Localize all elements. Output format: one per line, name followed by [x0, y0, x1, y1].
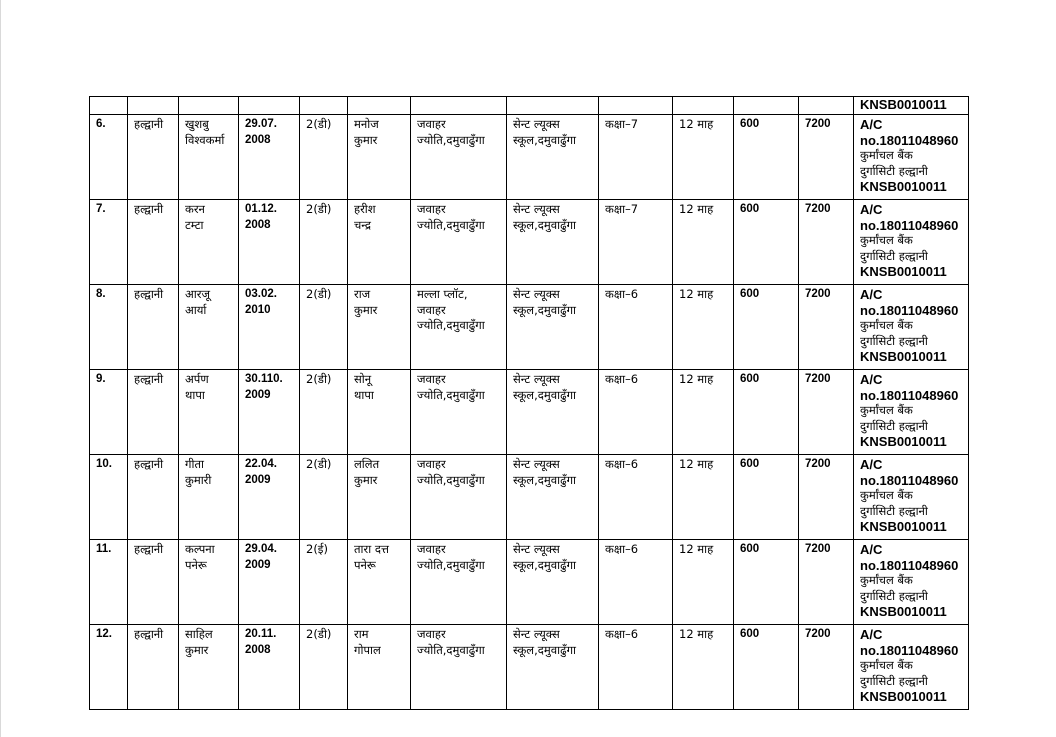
duration: 12 माह	[673, 285, 734, 370]
table-row	[90, 200, 969, 285]
date-of-birth-line: 29.04.	[245, 543, 277, 555]
date-of-birth-line: 2009	[245, 388, 271, 401]
address-line: जवाहर	[417, 372, 446, 386]
bank-branch: दुर्गासिटी हल्द्वानी	[860, 418, 928, 433]
student-name-line: खुशबु	[185, 117, 209, 131]
date-of-birth	[239, 285, 300, 370]
date-of-birth-line: 2008	[245, 218, 271, 231]
school-line: स्कूल,दमुवाढुँगा	[513, 387, 577, 402]
date-of-birth	[239, 455, 300, 540]
bank-account-number: no.18011048960	[860, 302, 959, 318]
serial-number: 7.	[90, 200, 128, 285]
monthly-amount: 600	[734, 455, 799, 540]
student-name-line: थापा	[185, 387, 205, 402]
serial-number: 6.	[90, 115, 128, 200]
monthly-amount: 600	[734, 540, 799, 625]
bank-branch: दुर्गासिटी हल्द्वानी	[860, 248, 928, 263]
address	[411, 540, 507, 625]
date-of-birth-line: 2009	[245, 473, 271, 486]
category: 2(डी)	[300, 370, 348, 455]
parent-name	[348, 540, 411, 625]
duration: 12 माह	[673, 115, 734, 200]
school	[507, 115, 599, 200]
student-name-line: साहिल	[185, 627, 213, 641]
total-amount: 7200	[799, 455, 854, 540]
bank-branch: दुर्गासिटी हल्द्वानी	[860, 503, 928, 518]
date-of-birth-line: 01.12.	[245, 203, 277, 215]
serial-number: 12.	[90, 625, 128, 710]
monthly-amount: 600	[734, 625, 799, 710]
bank-ifsc: KNSB0010011	[860, 434, 947, 449]
bank-name: कुर्मांचल बैंक	[860, 318, 913, 332]
address-line: मल्ला प्लॉट,	[417, 287, 468, 301]
category: 2(डी)	[300, 200, 348, 285]
student-name-line: आर्या	[185, 302, 207, 317]
school	[507, 455, 599, 540]
student-name	[179, 200, 239, 285]
student-name	[179, 625, 239, 710]
place: हल्द्वानी	[128, 285, 179, 370]
bank-name: कुर्मांचल बैंक	[860, 573, 913, 587]
bank-details	[854, 540, 969, 625]
class: कक्षा–6	[599, 370, 673, 455]
place: हल्द्वानी	[128, 540, 179, 625]
date-of-birth-line: 30.110.	[245, 373, 283, 385]
parent-name-line: कुमार	[354, 302, 378, 317]
parent-name-line: कुमार	[354, 472, 378, 487]
place: हल्द्वानी	[128, 200, 179, 285]
student-name-line: कुमार	[185, 642, 209, 657]
address-line: ज्योति,दमुवाढुँगा	[417, 557, 485, 572]
class: कक्षा–6	[599, 625, 673, 710]
bank-branch: दुर्गासिटी हल्द्वानी	[860, 333, 928, 348]
student-name-line: अर्पण	[185, 372, 209, 386]
address-line: जवाहर	[417, 542, 446, 556]
student-name-line: कल्पना	[185, 542, 215, 556]
parent-name-line: तारा दत्त	[354, 542, 389, 556]
duration: 12 माह	[673, 455, 734, 540]
parent-name	[348, 115, 411, 200]
student-name-line: आरजू	[185, 287, 210, 301]
parent-name-line: मनोज	[354, 117, 379, 131]
date-of-birth-line: 03.02.	[245, 288, 277, 300]
address	[411, 455, 507, 540]
table-row	[90, 115, 969, 200]
date-of-birth-line: 20.11.	[245, 628, 277, 640]
bank-name: कुर्मांचल बैंक	[860, 233, 913, 247]
school	[507, 285, 599, 370]
bank-account-number: no.18011048960	[860, 642, 959, 658]
continued-row	[90, 97, 969, 115]
parent-name	[348, 200, 411, 285]
bank-account-number: no.18011048960	[860, 557, 959, 573]
bank-ifsc: KNSB0010011	[860, 264, 947, 279]
place: हल्द्वानी	[128, 625, 179, 710]
parent-name-line: पनेरू	[354, 557, 376, 572]
address	[411, 370, 507, 455]
date-of-birth-line: 2008	[245, 643, 271, 656]
class: कक्षा–6	[599, 455, 673, 540]
address-line: ज्योति,दमुवाढुँगा	[417, 318, 485, 332]
date-of-birth	[239, 115, 300, 200]
bank-details	[854, 115, 969, 200]
school-line: स्कूल,दमुवाढुँगा	[513, 642, 577, 657]
student-name-line: विश्वकर्मा	[185, 132, 225, 147]
duration: 12 माह	[673, 370, 734, 455]
monthly-amount: 600	[734, 115, 799, 200]
bank-branch: दुर्गासिटी हल्द्वानी	[860, 673, 928, 688]
school-line: सेन्ट ल्यूक्स	[513, 287, 560, 301]
student-name	[179, 115, 239, 200]
date-of-birth	[239, 200, 300, 285]
bank-account-number: no.18011048960	[860, 217, 959, 233]
bank-details	[854, 285, 969, 370]
student-name	[179, 370, 239, 455]
student-name	[179, 455, 239, 540]
address-line: ज्योति,दमुवाढुँगा	[417, 217, 485, 232]
parent-name	[348, 370, 411, 455]
bank-details	[854, 455, 969, 540]
duration: 12 माह	[673, 625, 734, 710]
date-of-birth-line: 2008	[245, 133, 271, 146]
monthly-amount: 600	[734, 200, 799, 285]
bank-name: कुर्मांचल बैंक	[860, 403, 913, 417]
table-row	[90, 625, 969, 710]
parent-name-line: हरीश	[354, 202, 376, 216]
student-name	[179, 540, 239, 625]
duration: 12 माह	[673, 200, 734, 285]
bank-ac-label: A/C	[860, 372, 883, 387]
bank-ac-label: A/C	[860, 457, 883, 472]
bank-account-number: no.18011048960	[860, 387, 959, 403]
school-line: स्कूल,दमुवाढुँगा	[513, 217, 577, 232]
bank-account-number: no.18011048960	[860, 132, 959, 148]
place: हल्द्वानी	[128, 115, 179, 200]
address-line: जवाहर	[417, 302, 446, 317]
serial-number: 10.	[90, 455, 128, 540]
serial-number: 11.	[90, 540, 128, 625]
bank-ifsc: KNSB0010011	[860, 349, 947, 364]
bank-ifsc: KNSB0010011	[860, 179, 947, 194]
address-line: जवाहर	[417, 202, 446, 216]
address	[411, 200, 507, 285]
school-line: सेन्ट ल्यूक्स	[513, 627, 560, 641]
student-name	[179, 285, 239, 370]
category: 2(डी)	[300, 115, 348, 200]
class: कक्षा–7	[599, 115, 673, 200]
total-amount: 7200	[799, 370, 854, 455]
school-line: स्कूल,दमुवाढुँगा	[513, 132, 577, 147]
page-edge	[0, 0, 1, 737]
school	[507, 370, 599, 455]
bank-ac-label: A/C	[860, 117, 883, 132]
school-line: सेन्ट ल्यूक्स	[513, 372, 560, 386]
table-row	[90, 370, 969, 455]
school	[507, 200, 599, 285]
student-name-line: पनेरू	[185, 557, 207, 572]
bank-details	[854, 625, 969, 710]
class: कक्षा–7	[599, 200, 673, 285]
date-of-birth-line: 22.04.	[245, 458, 277, 470]
school	[507, 625, 599, 710]
school-line: स्कूल,दमुवाढुँगा	[513, 302, 577, 317]
address	[411, 285, 507, 370]
student-name-line: गीता	[185, 457, 204, 471]
school-line: सेन्ट ल्यूक्स	[513, 457, 560, 471]
school-line: सेन्ट ल्यूक्स	[513, 202, 560, 216]
table-row	[90, 540, 969, 625]
bank-ac-label: A/C	[860, 202, 883, 217]
table-row	[90, 455, 969, 540]
parent-name-line: ललित	[354, 457, 380, 471]
address-line: जवाहर	[417, 457, 446, 471]
bank-ac-label: A/C	[860, 627, 883, 642]
school-line: सेन्ट ल्यूक्स	[513, 542, 560, 556]
records-table	[89, 96, 969, 710]
parent-name	[348, 625, 411, 710]
parent-name-line: थापा	[354, 387, 374, 402]
date-of-birth-line: 29.07.	[245, 118, 277, 130]
bank-account-number: no.18011048960	[860, 472, 959, 488]
address-line: ज्योति,दमुवाढुँगा	[417, 472, 485, 487]
bank-details	[854, 370, 969, 455]
address-line: ज्योति,दमुवाढुँगा	[417, 387, 485, 402]
address	[411, 625, 507, 710]
school-line: स्कूल,दमुवाढुँगा	[513, 557, 577, 572]
bank-ac-label: A/C	[860, 542, 883, 557]
parent-name-line: चन्द्र	[354, 217, 371, 232]
serial-number: 9.	[90, 370, 128, 455]
serial-number: 8.	[90, 285, 128, 370]
bank-details	[854, 200, 969, 285]
address-line: जवाहर	[417, 117, 446, 131]
school	[507, 540, 599, 625]
category: 2(डी)	[300, 625, 348, 710]
date-of-birth-line: 2010	[245, 303, 271, 316]
parent-name	[348, 455, 411, 540]
school-line: सेन्ट ल्यूक्स	[513, 117, 560, 131]
class: कक्षा–6	[599, 540, 673, 625]
total-amount: 7200	[799, 540, 854, 625]
address-line: जवाहर	[417, 627, 446, 641]
parent-name	[348, 285, 411, 370]
table-row	[90, 285, 969, 370]
category: 2(डी)	[300, 285, 348, 370]
total-amount: 7200	[799, 115, 854, 200]
place: हल्द्वानी	[128, 455, 179, 540]
bank-ifsc: KNSB0010011	[860, 689, 947, 704]
parent-name-line: सोनू	[354, 372, 372, 386]
bank-branch: दुर्गासिटी हल्द्वानी	[860, 588, 928, 603]
date-of-birth	[239, 370, 300, 455]
category: 2(ई)	[300, 540, 348, 625]
parent-name-line: गोपाल	[354, 642, 381, 657]
address	[411, 115, 507, 200]
address-line: ज्योति,दमुवाढुँगा	[417, 132, 485, 147]
bank-ifsc: KNSB0010011	[860, 97, 947, 112]
monthly-amount: 600	[734, 285, 799, 370]
student-name-line: टम्टा	[185, 217, 204, 232]
monthly-amount: 600	[734, 370, 799, 455]
parent-name-line: राज	[354, 287, 371, 301]
total-amount: 7200	[799, 625, 854, 710]
bank-name: कुर्मांचल बैंक	[860, 658, 913, 672]
parent-name-line: राम	[354, 627, 369, 641]
bank-ifsc: KNSB0010011	[860, 519, 947, 534]
parent-name-line: कुमार	[354, 132, 378, 147]
bank-branch: दुर्गासिटी हल्द्वानी	[860, 163, 928, 178]
bank-name: कुर्मांचल बैंक	[860, 148, 913, 162]
bank-ac-label: A/C	[860, 287, 883, 302]
student-name-line: करन	[185, 202, 205, 216]
total-amount: 7200	[799, 285, 854, 370]
duration: 12 माह	[673, 540, 734, 625]
class: कक्षा–6	[599, 285, 673, 370]
date-of-birth	[239, 540, 300, 625]
address-line: ज्योति,दमुवाढुँगा	[417, 642, 485, 657]
date-of-birth-line: 2009	[245, 558, 271, 571]
category: 2(डी)	[300, 455, 348, 540]
place: हल्द्वानी	[128, 370, 179, 455]
bank-ifsc: KNSB0010011	[860, 604, 947, 619]
bank-name: कुर्मांचल बैंक	[860, 488, 913, 502]
date-of-birth	[239, 625, 300, 710]
student-name-line: कुमारी	[185, 472, 212, 487]
total-amount: 7200	[799, 200, 854, 285]
school-line: स्कूल,दमुवाढुँगा	[513, 472, 577, 487]
